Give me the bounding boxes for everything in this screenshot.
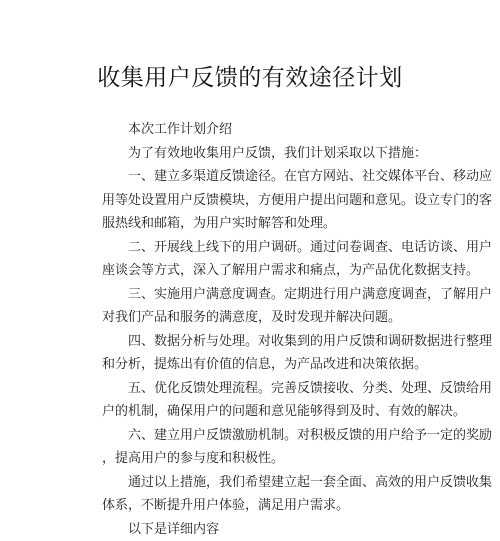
paragraph-line: 和分析，提炼出有价值的信息，为产品改进和决策依据。 xyxy=(102,353,414,377)
paragraph-line: 三、实施用户满意度调查。定期进行用户满意度调查，了解用户 xyxy=(102,283,414,307)
paragraph-line: ，提高用户的参与度和积极性。 xyxy=(102,447,414,471)
section-heading: 本次工作计划介绍 xyxy=(102,118,414,142)
paragraph-line: 服热线和邮箱，为用户实时解答和处理。 xyxy=(102,212,414,236)
paragraph-line: 六、建立用户反馈激励机制。对积极反馈的用户给予一定的奖励 xyxy=(102,424,414,448)
paragraph-line: 二、开展线上线下的用户调研。通过问卷调查、电话访谈、用户 xyxy=(102,236,414,260)
document-title: 收集用户反馈的有效途径计划 xyxy=(0,62,500,94)
paragraph-line: 五、优化反馈处理流程。完善反馈接收、分类、处理、反馈给用 xyxy=(102,377,414,401)
paragraph-line: 对我们产品和服务的满意度，及时发现并解决问题。 xyxy=(102,306,414,330)
paragraph-line: 户的机制，确保用户的问题和意见能够得到及时、有效的解决。 xyxy=(102,400,414,424)
document-body xyxy=(102,118,414,541)
paragraph-line: 一、建立多渠道反馈途径。在官方网站、社交媒体平台、移动应 xyxy=(102,165,414,189)
paragraph-line: 体系，不断提升用户体验，满足用户需求。 xyxy=(102,494,414,518)
paragraph-line: 以下是详细内容 xyxy=(102,518,414,541)
paragraph-line: 用等处设置用户反馈模块，方便用户提出问题和意见。设立专门的客 xyxy=(102,189,414,213)
paragraph-line: 为了有效地收集用户反馈，我们计划采取以下措施： xyxy=(102,142,414,166)
paragraph-line: 通过以上措施，我们希望建立起一套全面、高效的用户反馈收集 xyxy=(102,471,414,495)
paragraph-line: 座谈会等方式，深入了解用户需求和痛点，为产品优化数据支持。 xyxy=(102,259,414,283)
paragraph-line: 四、数据分析与处理。对收集到的用户反馈和调研数据进行整理 xyxy=(102,330,414,354)
